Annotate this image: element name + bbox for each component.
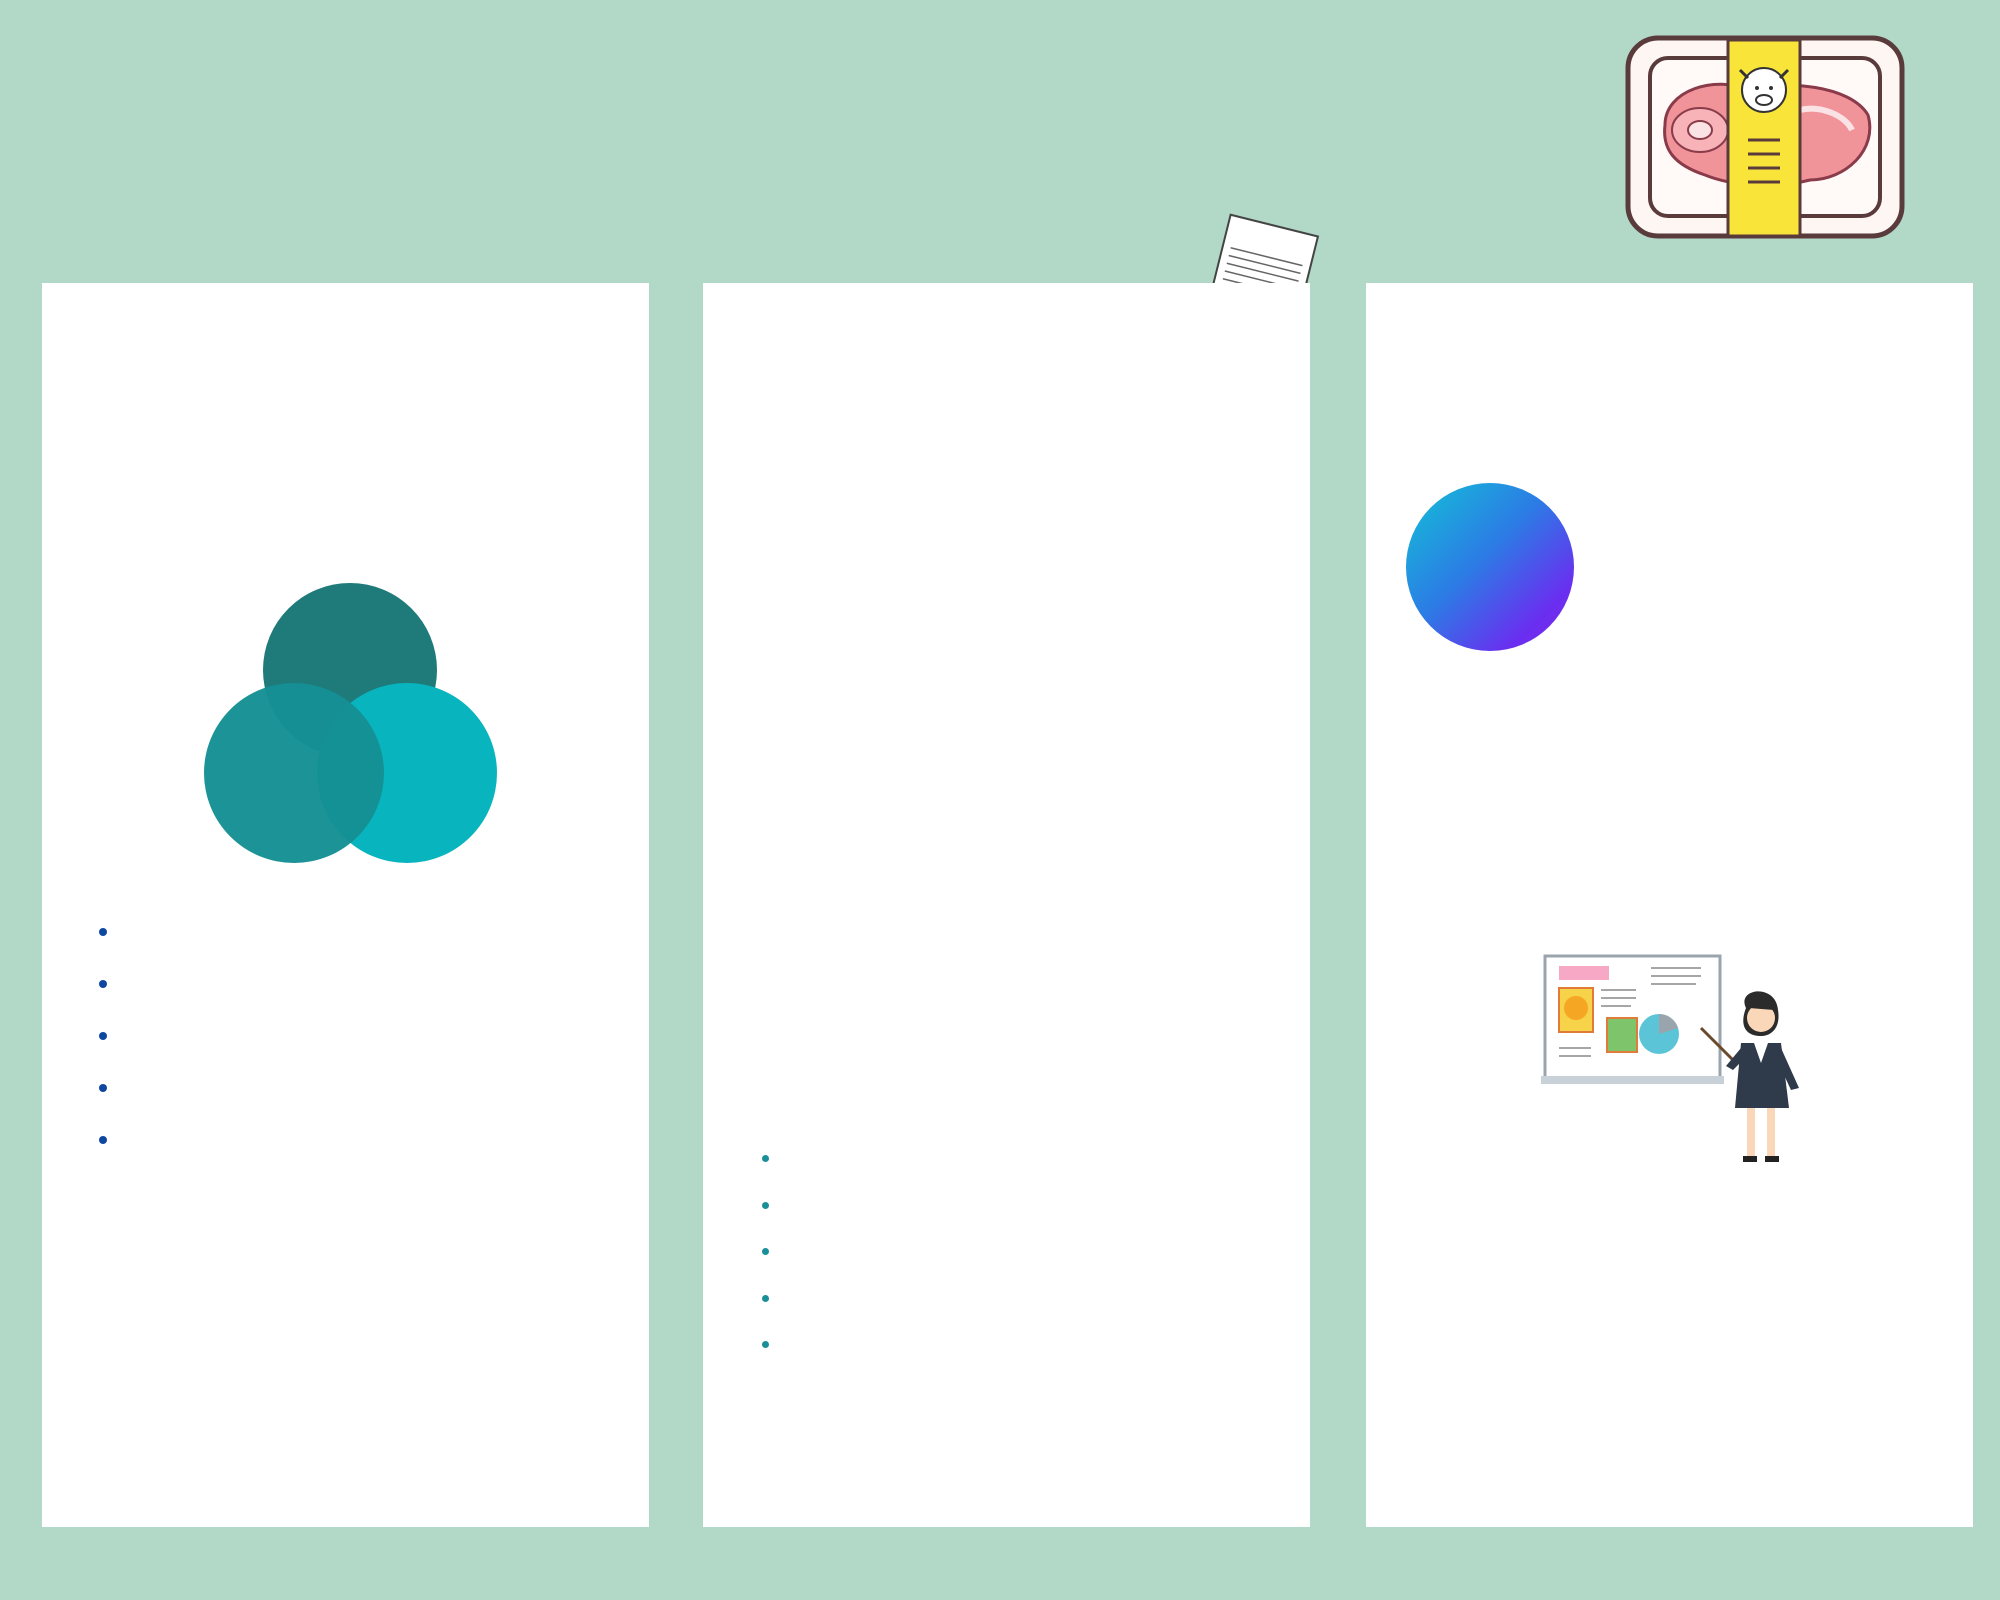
card-fuentes [703,283,1310,1527]
venn-circle-left [204,683,384,863]
list-item [783,1180,1293,1227]
card-metodologia [1366,283,1973,1527]
list-item [783,1226,1293,1273]
meat-package-illustration [1620,30,1910,245]
canva-logo [1406,483,1574,651]
list-item [783,1133,1293,1180]
venn-diagram-graphic [202,583,502,873]
list-item [122,955,625,1007]
list-item [122,1007,625,1059]
card1-questions-list [122,903,625,1163]
list-item [122,1059,625,1111]
criterios-list [783,1133,1293,1366]
card-infografia [42,283,649,1527]
list-item [783,1319,1293,1366]
list-item [122,1111,625,1163]
teacher-presentation-illustration [1541,948,1811,1168]
list-item [122,903,625,955]
list-item [783,1273,1293,1320]
